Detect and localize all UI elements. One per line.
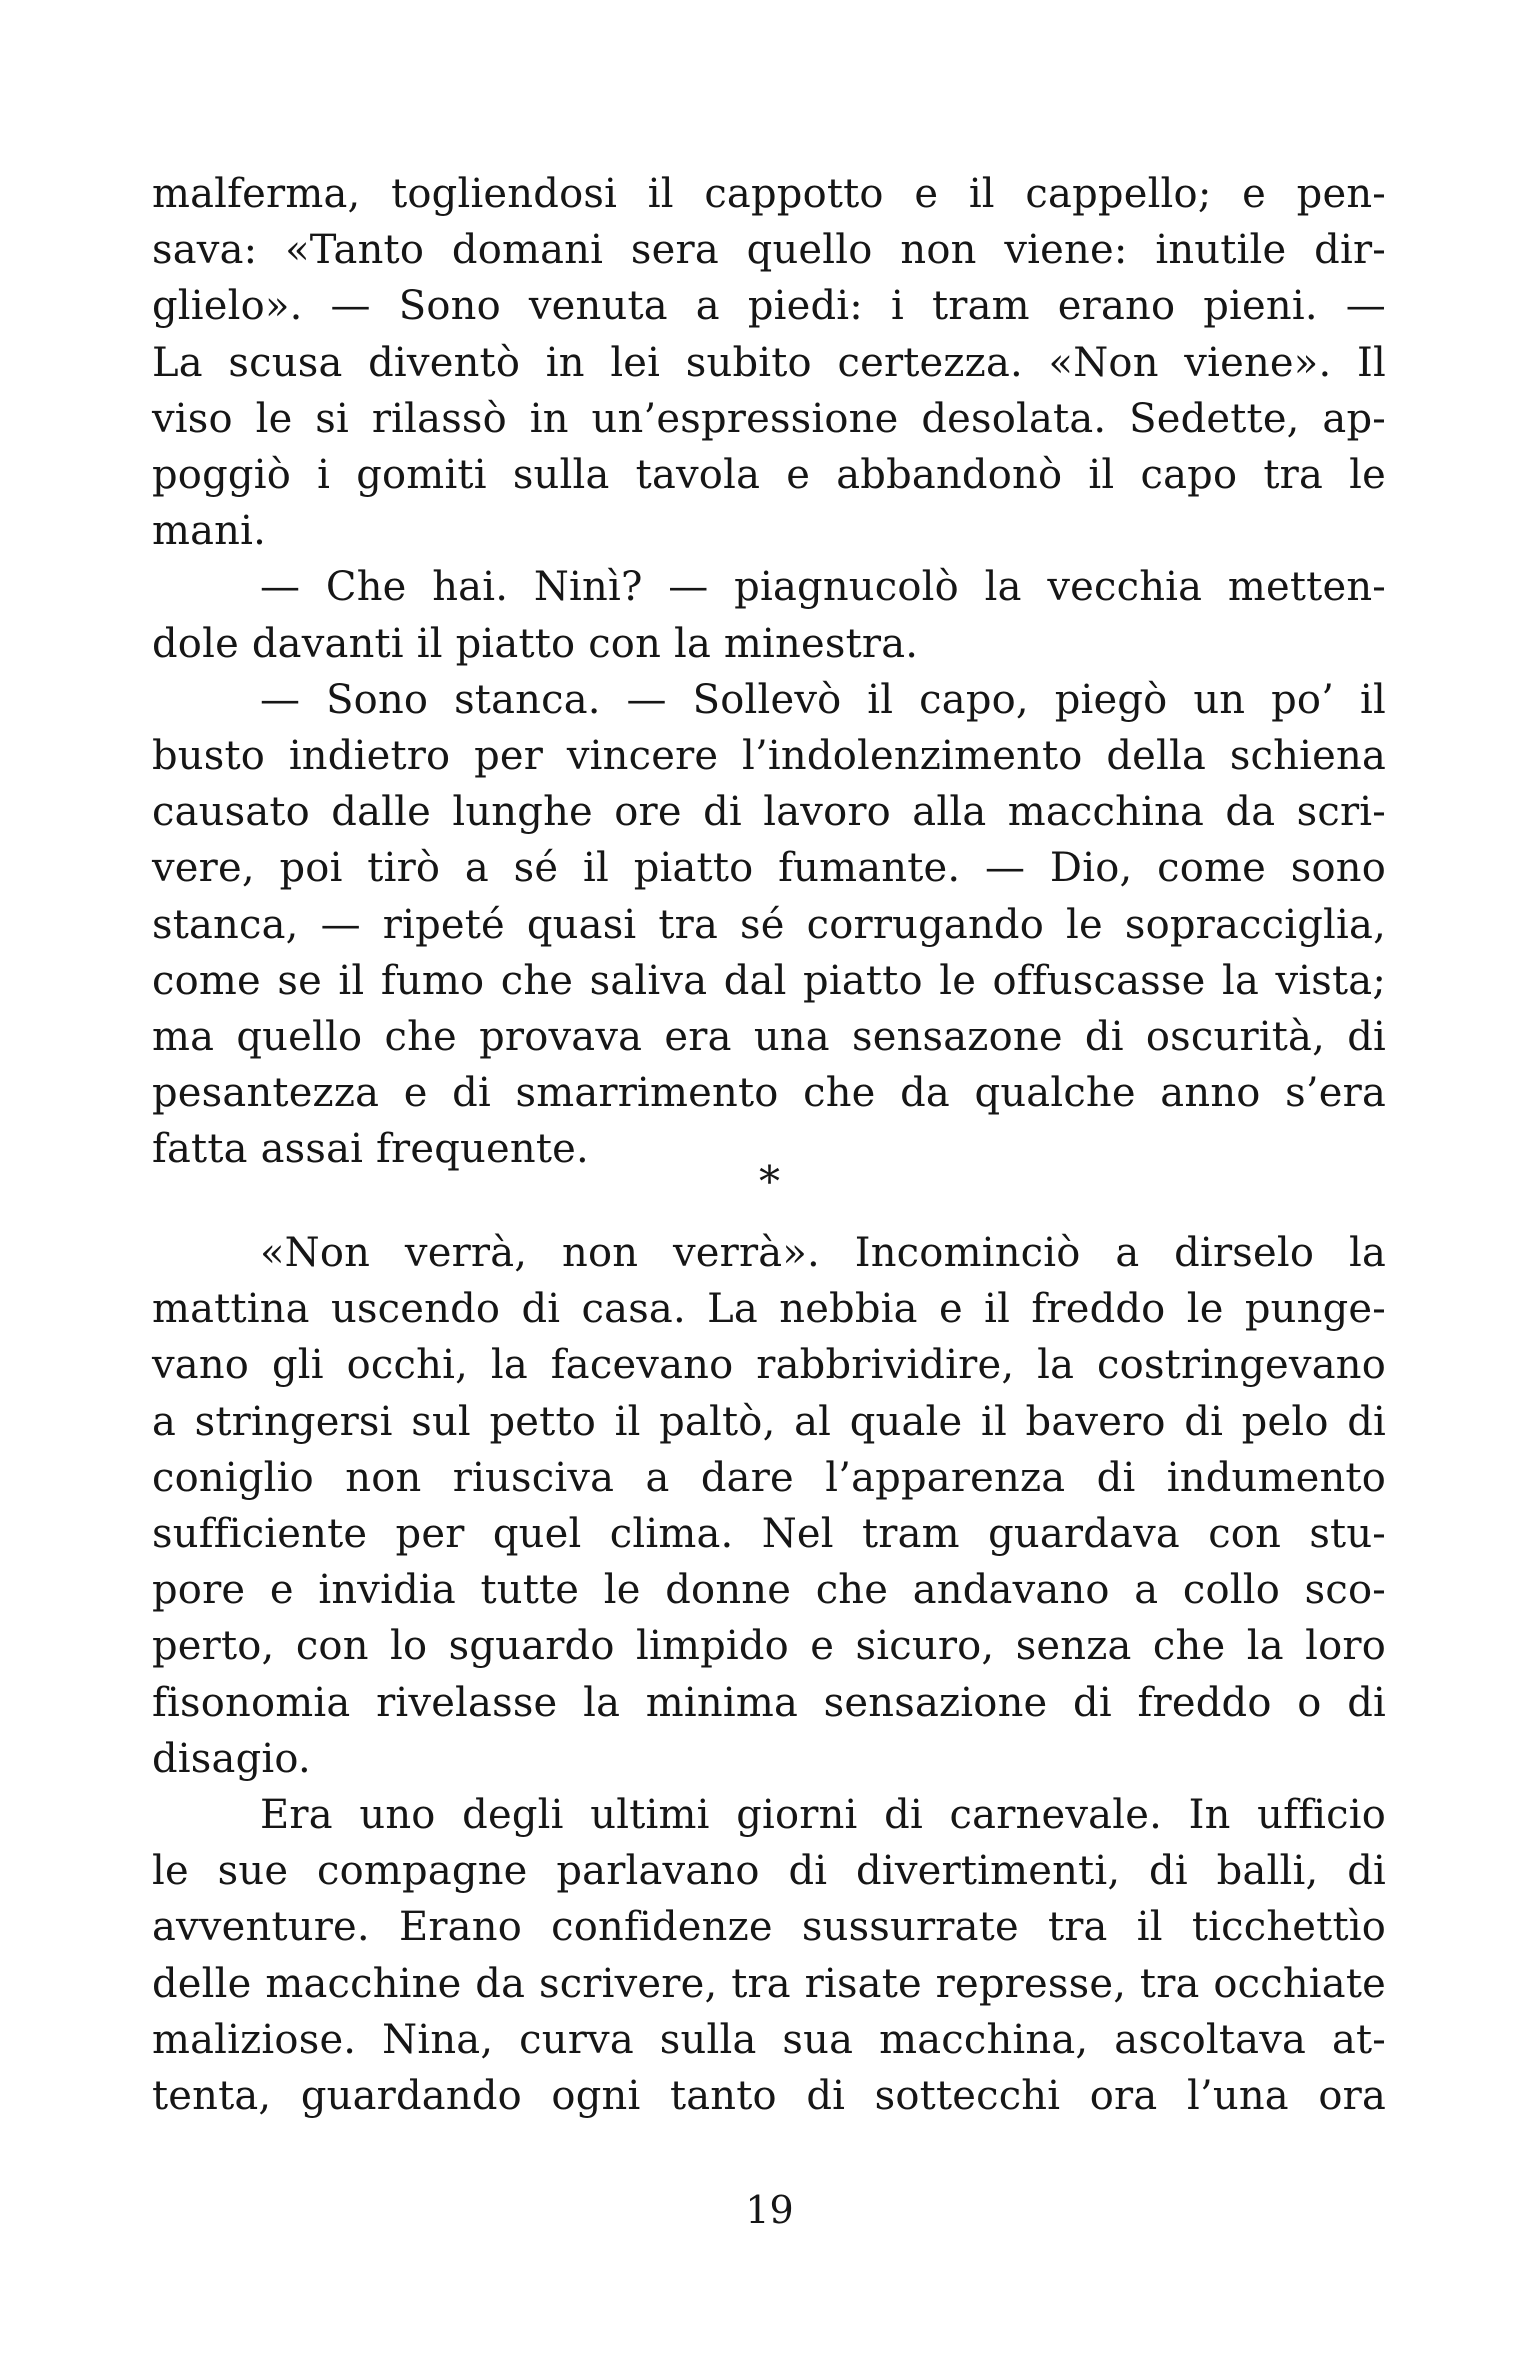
text-line: — Sono stanca. — Sollevò il capo, piegò un po’ il bbox=[260, 676, 1386, 723]
text-line: maliziose. Nina, curva sulla sua macchina, ascoltava at- bbox=[152, 2016, 1386, 2063]
text-line: disagio. bbox=[152, 1735, 311, 1782]
text-line: avventure. Erano confidenze sussurrate tra il ticchettìo bbox=[152, 1904, 1386, 1951]
section-separator-asterisk: * bbox=[759, 1157, 780, 1206]
text-line: pesantezza e di smarrimento che da qualche anno s’era bbox=[152, 1070, 1386, 1117]
text-line: le sue compagne parlavano di divertimenti, di balli, di bbox=[152, 1848, 1386, 1895]
text-line: stanca, — ripeté quasi tra sé corrugando le sopracciglia, bbox=[152, 901, 1386, 948]
text-line: sufficiente per quel clima. Nel tram guardava con stu- bbox=[152, 1511, 1386, 1558]
text-line: coniglio non riusciva a dare l’apparenza di indumento bbox=[152, 1454, 1386, 1501]
text-line: poggiò i gomiti sulla tavola e abbandonò il capo tra le bbox=[152, 452, 1386, 499]
text-line: causato dalle lunghe ore di lavoro alla macchina da scri- bbox=[152, 789, 1386, 836]
text-line: La scusa diventò in lei subito certezza. «Non viene». Il bbox=[152, 339, 1386, 386]
text-line: mani. bbox=[152, 508, 267, 555]
page-number: 19 bbox=[745, 2188, 794, 2232]
text-line: vere, poi tirò a sé il piatto fumante. — Dio, come sono bbox=[152, 845, 1386, 892]
text-line: busto indietro per vincere l’indolenzimento della schiena bbox=[152, 733, 1386, 780]
text-line: ma quello che provava era una sensazone di oscurità, di bbox=[152, 1014, 1386, 1061]
text-block-upper bbox=[152, 166, 1386, 1178]
text-line: viso le si rilassò in un’espressione desolata. Sedette, ap- bbox=[152, 395, 1386, 442]
text-line: fatta assai frequente. bbox=[152, 1126, 589, 1173]
text-line: fisonomia rivelasse la minima sensazione di freddo o di bbox=[152, 1679, 1386, 1726]
text-line: come se il fumo che saliva dal piatto le offuscasse la vista; bbox=[152, 957, 1386, 1004]
text-line: perto, con lo sguardo limpido e sicuro, senza che la loro bbox=[152, 1623, 1386, 1670]
text-line: delle macchine da scrivere, tra risate represse, tra occhiate bbox=[152, 1960, 1386, 2007]
text-block-lower bbox=[152, 1225, 1386, 2124]
text-line: a stringersi sul petto il paltò, al quale il bavero di pelo di bbox=[152, 1398, 1386, 1445]
text-line: dole davanti il piatto con la minestra. bbox=[152, 620, 919, 667]
text-line: glielo». — Sono venuta a piedi: i tram erano pieni. — bbox=[152, 283, 1386, 330]
text-line: Era uno degli ultimi giorni di carnevale. In ufficio bbox=[260, 1792, 1386, 1839]
text-line: sava: «Tanto domani sera quello non viene: inutile dir- bbox=[152, 227, 1386, 274]
text-line: pore e invidia tutte le donne che andavano a collo sco- bbox=[152, 1567, 1386, 1614]
text-line: «Non verrà, non verrà». Incominciò a dirselo la bbox=[260, 1230, 1386, 1276]
text-line: malferma, togliendosi il cappotto e il cappello; e pen- bbox=[152, 171, 1386, 217]
text-line: tenta, guardando ogni tanto di sottecchi ora l’una ora bbox=[152, 2073, 1386, 2120]
text-line: mattina uscendo di casa. La nebbia e il freddo le punge- bbox=[152, 1286, 1386, 1333]
text-line: vano gli occhi, la facevano rabbrividire, la costringevano bbox=[152, 1342, 1386, 1389]
text-line: — Che hai. Ninì? — piagnucolò la vecchia metten- bbox=[260, 564, 1386, 611]
